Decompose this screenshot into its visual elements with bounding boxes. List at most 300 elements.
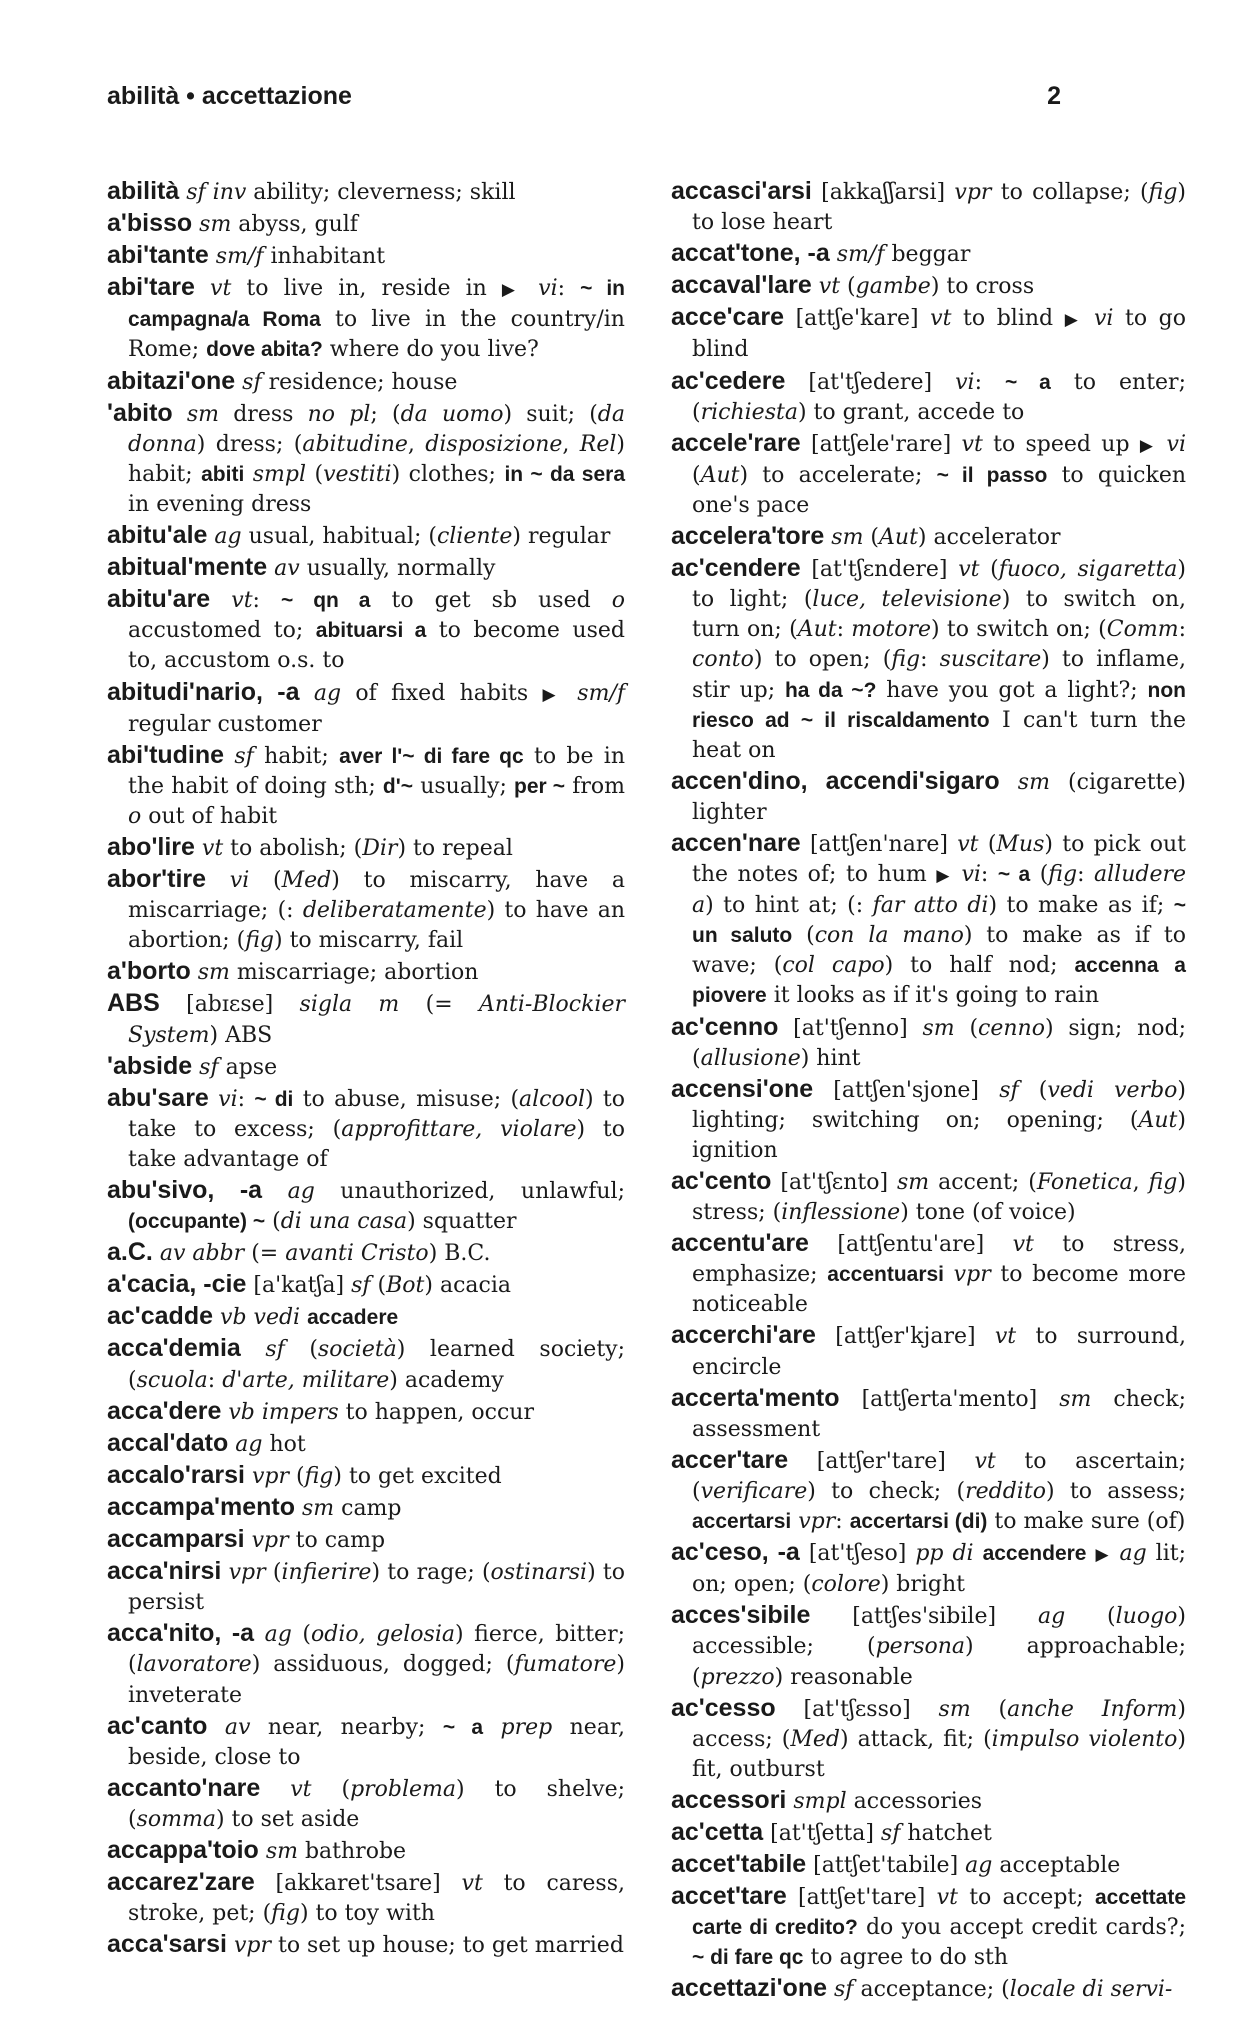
grammar-label: vt [936,1885,958,1911]
dictionary-entry [671,1320,1186,1382]
definition-text: [at'tʃɛndere] [800,557,959,583]
definition-text: ) to cross [930,274,1035,300]
definition-text: : [980,862,998,888]
grammar-label: reddito [965,1478,1046,1504]
definition-text: ) stress; ( [692,1170,1186,1226]
definition-text: ) sign; nod; ( [692,1015,1186,1071]
dictionary-entry [671,1600,1186,1692]
dictionary-entry [107,864,625,956]
grammar-label: cliente [436,524,513,550]
definition-text: ) to check; ( [807,1478,966,1504]
grammar-label: ag [228,1431,263,1457]
definition-text: ( [970,1696,1008,1722]
grammar-label: o [611,588,625,614]
grammar-label: sm [294,1495,335,1521]
definition-text: ) to open; ( [753,647,892,673]
definition-text: acceptable [992,1853,1121,1879]
definition-text: ) academy [389,1367,504,1393]
definition-text: I can't turn the heat on [692,707,1186,763]
grammar-label: colore [811,1572,881,1598]
definition-text: [attʃen'nare] [800,831,958,857]
definition-text: ( [289,1463,305,1489]
grammar-label: smpl [244,461,307,487]
grammar-label: somma [136,1806,216,1832]
dictionary-entry [107,988,625,1050]
definition-text: [attʃet'tabile] [806,1853,966,1879]
definition-text: beggar [884,242,971,268]
dictionary-entry [671,238,1186,270]
grammar-label: sm [999,769,1050,795]
grammar-label: vi [523,276,558,302]
grammar-label: fuoco, sigaretta [998,557,1178,583]
dictionary-entry [107,1428,625,1460]
dictionary-entry [671,553,1186,766]
dictionary-entry [107,366,625,398]
definition-text: to quicken one's pace [692,462,1187,518]
definition-text: ability; cleverness; skill [246,180,516,205]
grammar-label: verificare [700,1478,808,1504]
definition-text: ( [954,1015,979,1041]
grammar-label: abitudine [302,431,408,457]
definition-text: inhabitant [263,244,386,270]
dictionary-entry [671,1228,1186,1320]
definition-text: to stress, emphasize; [692,1232,1187,1288]
grammar-label: sf [827,1977,854,2003]
grammar-label: sm/f [562,680,626,706]
definition-text: ) tone (of voice) [900,1200,1076,1226]
definition-text: to speed up [982,431,1140,457]
definition-text: [attʃet'tare] [786,1885,937,1911]
dictionary-entry [671,428,1186,521]
grammar-label: ag [207,524,242,550]
definition-text: ) to make as if to wave; ( [692,923,1187,979]
definition-text: ) to lose heart [692,180,1186,236]
grammar-label: sf [351,1273,371,1299]
grammar-label: vt [958,557,980,583]
definition-text: where do you live? [322,337,539,363]
headword: acca'demia [107,1334,241,1363]
definition-text: ) approachable; ( [692,1634,1186,1690]
grammar-label: sm [922,1015,955,1041]
definition-text: from [565,773,625,799]
headword: acca'dere [107,1396,222,1425]
definition-text: ( [979,557,999,583]
phrase: abituarsi a [315,619,427,643]
grammar-label: sm/f [208,244,264,270]
headword: accanto'nare [107,1773,261,1802]
grammar-label: alludere a [692,862,1187,919]
grammar-label: far atto di [872,893,989,919]
grammar-label: problema [350,1776,457,1802]
definition-text: ( [692,462,701,488]
definition-text: ) to switch on, turn on; ( [692,587,1186,643]
definition-text: ) reasonable [774,1664,913,1690]
definition-text: to agree to do sth [803,1945,1008,1971]
grammar-label: sm [824,525,864,551]
grammar-label: Comm [1106,617,1179,643]
grammar-label: vpr [245,1463,290,1489]
grammar-label: richiesta [700,399,798,425]
definition-text: : [1077,862,1095,888]
definition-text: in evening dress [128,491,312,517]
definition-text: [attʃer'kjare] [815,1324,995,1350]
headword: accerchi'are [671,1321,816,1350]
headword: ac'ceso, -a [671,1538,800,1567]
grammar-label: Fonetica [1036,1170,1133,1195]
definition-text: ( [863,525,880,551]
dictionary-entry [107,1269,625,1301]
headword: acca'nirsi [107,1557,222,1586]
definition-text: ) accessible; ( [692,1604,1186,1660]
dictionary-entry [107,1618,625,1710]
grammar-label: vt [260,1776,312,1802]
grammar-label: vt [974,1448,996,1474]
grammar-label: vt [957,831,979,857]
grammar-label: fig [1148,1170,1178,1195]
definition-text: residence; house [261,369,458,395]
definition-text: : [252,588,282,614]
definition-text: [at'tʃɛnto] [771,1170,897,1195]
grammar-label: anche Inform [1007,1696,1178,1722]
dictionary-entry [107,208,625,240]
grammar-label: infierire [281,1560,372,1586]
phrase: d'~ [382,774,414,798]
definition-text: regular customer [128,711,322,737]
definition-text: ) to persist [128,1560,625,1616]
definition-text: ) to miscarry, fail [274,928,464,954]
definition-text: ( [1030,862,1049,888]
grammar-label: vt [461,1871,483,1897]
dictionary-entry [107,1175,625,1237]
definition-text: ) to inflame, stir up; [692,647,1187,703]
definition-text: , [562,431,580,457]
headword: abor'tire [107,865,207,894]
dictionary-entry [671,1445,1186,1537]
definition-text: ) to repeal [397,835,513,861]
definition-text: to blind [951,306,1065,332]
phrase: aver l'~ di fare qc [339,744,524,768]
grammar-label: vt [210,588,253,614]
definition-text: ) ABS [209,1022,273,1048]
headword: accet'tabile [671,1850,807,1879]
headword: acces'sibile [671,1601,811,1630]
definition-text: to enter; ( [692,369,1186,425]
grammar-label: ag [254,1622,292,1648]
definition-text: : [835,1509,850,1535]
grammar-label: sm/f [829,242,885,268]
definition-text: usually; [413,773,515,799]
dictionary-entry [671,1881,1186,1973]
grammar-label: scuola [136,1367,208,1393]
page-header [107,82,1071,122]
headword: a'cacia, -cie [107,1270,247,1299]
definition-text: ) acacia [424,1273,511,1299]
definition-text: ) ignition [692,1107,1186,1163]
dictionary-entry [107,1929,625,1961]
grammar-label: smpl [786,1788,847,1814]
grammar-label: lavoratore [136,1652,252,1678]
grammar-label: Aut [879,525,918,551]
headword: abi'tare [107,273,195,302]
grammar-label: col capo [782,953,885,979]
headword: abitu'are [107,585,211,614]
grammar-label: fig [1048,862,1078,888]
headword: abitudi'nario, -a [107,677,300,706]
definition-text: : [920,647,940,673]
definition-text: to set up house; to get married [270,1933,624,1959]
grammar-label: vt [194,276,232,302]
grammar-label: Anti-Blockier System [128,992,625,1048]
grammar-label: vpr [791,1509,836,1535]
dictionary-entry [107,956,625,988]
definition-text: : [974,369,1006,395]
definition-text: ) to have an abortion; ( [128,898,626,954]
dictionary-entry [107,677,625,740]
grammar-label: vpr [944,1262,991,1288]
definition-text: near, beside, close to [128,1714,626,1770]
definition-text: ) suit; ( [503,401,598,427]
headword: accen'nare [671,828,801,857]
definition-text [974,1541,983,1566]
definition-text: ) to accelerate; [739,462,937,488]
grammar-label: vedi verbo [1047,1077,1178,1103]
dictionary-entry [671,270,1186,302]
definition-text: ) to make as if; [988,893,1174,919]
headword: accensi'one [671,1074,814,1103]
headword: accer'tare [671,1445,789,1474]
definition-text: ) to grant, accede to [797,399,1025,425]
dictionary-entry [671,1693,1186,1785]
definition-text: to collapse; ( [991,180,1149,205]
grammar-label: vpr [954,180,992,205]
definition-text: [attʃerta'mento] [839,1386,1060,1412]
phrase: ~ a [997,863,1031,887]
grammar-label: fig [1148,180,1178,205]
grammar-label: vt [1012,1232,1034,1258]
definition-text: ) to shelve; ( [128,1776,626,1832]
grammar-label: ostinarsi [490,1560,588,1586]
right-column [671,176,1186,2006]
grammar-label: approfittare, violare [341,1116,577,1142]
grammar-label: con la mano [814,923,964,949]
grammar-label: vt [194,835,224,861]
grammar-label: vpr [221,1560,266,1586]
grammar-label: av [207,1714,251,1740]
definition-text: ( [1065,1604,1116,1630]
grammar-label: motore [851,617,932,643]
headword: accaval'lare [671,271,812,300]
headword: accessori [671,1785,787,1814]
grammar-label: sm [258,1838,298,1864]
headword: abitual'mente [107,553,268,582]
definition-text: to make sure (of) [987,1509,1186,1535]
definition-text: [at'tʃetta] [763,1820,881,1846]
headword: accappa'toio [107,1835,259,1864]
dictionary-entry [107,1460,625,1492]
grammar-label: ag [262,1179,315,1204]
grammar-label: allusione [700,1045,801,1071]
definition-text: ( [265,1209,281,1235]
dictionary-entry [107,398,625,520]
definition-text: ) to miscarry, have a miscarriage; (: [128,868,625,924]
definition-text: to surround, encircle [692,1324,1186,1380]
grammar-label: vi [951,862,981,888]
grammar-label: vi [206,868,250,894]
definition-text: [attʃentu'are] [808,1232,1013,1258]
grammar-label: sm [192,212,232,238]
grammar-label: vb impers [221,1399,339,1425]
grammar-label: conto [692,647,754,673]
definition-text: [at'tʃedere] [785,369,956,395]
definition-text: to become more noticeable [692,1262,1187,1318]
grammar-label: odio, gelosia [311,1622,455,1648]
definition-text: : [207,1367,223,1393]
phrase: accendere [982,1542,1087,1566]
definition-text: unauthorized, unlawful; [314,1179,625,1204]
phrase: accenna a piovere [692,954,1186,1008]
definition-text: ) to switch on; ( [931,617,1107,643]
definition-text: ( [370,1273,387,1299]
definition-text: hatchet [900,1820,992,1846]
grammar-label: Aut [1138,1107,1178,1133]
definition-text: [attʃele'rare] [800,431,962,457]
grammar-label: sm [172,401,220,427]
headword: abu'sivo, -a [107,1176,263,1204]
grammar-label: vt [994,1324,1017,1350]
headword: accettazi'one [671,1974,828,2003]
left-column [107,176,625,1961]
headword: acca'sarsi [107,1930,227,1959]
arrow-icon: ▶ [1095,1545,1111,1566]
dictionary-entry [671,1166,1186,1228]
headword: a'bisso [107,209,193,238]
grammar-label: disposizione [425,431,563,457]
headword: ac'cadde [107,1302,214,1331]
definition-text: ( [291,1622,311,1648]
headword: abilità [107,177,180,205]
definition-text: : [237,1086,255,1112]
grammar-label: luce, televisione [812,587,1002,613]
headword: ac'cenno [671,1012,779,1041]
grammar-label: prezzo [700,1664,775,1690]
phrase: ~ di fare qc [692,1946,804,1970]
grammar-label: vpr [244,1528,289,1554]
definition-text: apse [218,1054,278,1080]
grammar-label: da uomo [400,401,504,427]
grammar-label: vt [930,306,952,332]
phrase: per ~ [514,774,566,798]
dictionary-entry [671,1537,1186,1600]
definition-text: lit; on; open; ( [692,1541,1187,1598]
phrase: non riesco ad ~ il riscaldamento [692,678,1186,732]
dictionary-entry [107,272,625,365]
headword: acca'nito, -a [107,1619,255,1648]
definition-text: out of habit [141,803,278,829]
definition-text: [attʃer'tare] [788,1448,975,1474]
definition-text: bathrobe [297,1838,407,1864]
grammar-label: deliberatamente [302,898,487,924]
definition-text: ( [265,1560,282,1586]
definition-text: camp [334,1495,402,1521]
definition-text: to live in the country/in Rome; [128,307,625,363]
headword: accal'dato [107,1428,229,1457]
dictionary-entry [107,1492,625,1524]
definition-text: ) to take advantage of [128,1116,626,1172]
dictionary-entry [107,1237,625,1269]
grammar-label: di una casa [280,1209,408,1235]
grammar-label: cenno [978,1015,1045,1041]
headword: a'borto [107,957,191,986]
phrase: accadere [307,1306,399,1330]
definition-text: accustomed to; [128,618,316,644]
definition-text: ) lighting; switching on; opening; ( [692,1077,1186,1133]
definition-text: to caress, stroke, pet; ( [128,1871,625,1927]
grammar-label: no pl [307,401,371,427]
arrow-icon: ▶ [1139,435,1157,456]
grammar-label: ag [299,680,342,706]
definition-text: [abɪɛse] [159,992,300,1018]
definition-text: (cigarette) lighter [692,769,1186,825]
phrase: ~ a [442,1715,484,1739]
phrase: accentuarsi [827,1263,945,1287]
definition-text: dress [219,401,308,427]
definition-text: [attʃen'sjone] [813,1077,1000,1103]
phrase: ~ qn a [281,589,371,613]
definition-text: ( [249,868,282,894]
grammar-label: ag [965,1853,993,1879]
grammar-label: Rel [579,431,617,457]
dictionary-entry [107,1083,625,1175]
grammar-label: gambe [855,274,931,300]
grammar-label: sf [240,1337,285,1363]
definition-text: [attʃes'sibile] [810,1604,1038,1630]
definition-text: to get sb used [370,588,612,614]
dictionary-entry [107,584,625,676]
definition-text: ) regular [512,524,611,550]
headword: accen'dino, accendi'sigaro [671,766,1000,795]
grammar-label: società [317,1337,397,1363]
definition-text: ( [978,831,997,857]
definition-text: usual, habitual; ( [241,524,437,550]
dictionary-entry [671,1785,1186,1817]
grammar-label: ag [1037,1604,1066,1630]
grammar-label: Med [790,1726,840,1752]
headword: ac'canto [107,1711,208,1740]
grammar-label: av [267,556,300,582]
grammar-label: sf [235,369,262,395]
grammar-label: sm [1059,1386,1092,1412]
grammar-label: sf [880,1820,901,1846]
arrow-icon: ▶ [936,866,952,887]
definition-text: [akkaʃʃarsi] [811,180,955,205]
dictionary-entry [107,1396,625,1428]
definition-text: ) to half nod; [884,953,1075,979]
dictionary-entry [671,176,1186,238]
definition-text: ( [284,1337,318,1363]
definition-text: have you got a light?; [876,677,1148,703]
dictionary-entry [671,1973,1186,2005]
definition-text: to live in, reside in [231,276,502,302]
grammar-label: alcool [519,1086,586,1112]
definition-text: [at'tʃeso] [799,1541,916,1567]
dictionary-entry [107,1773,625,1835]
dictionary-entry [107,1867,625,1929]
grammar-label: vb vedi [213,1305,301,1331]
definition-text: to happen, occur [338,1399,534,1425]
grammar-label: vt [961,431,983,457]
definition-text: ) B.C. [428,1241,491,1267]
headword: 'abito [107,398,173,427]
